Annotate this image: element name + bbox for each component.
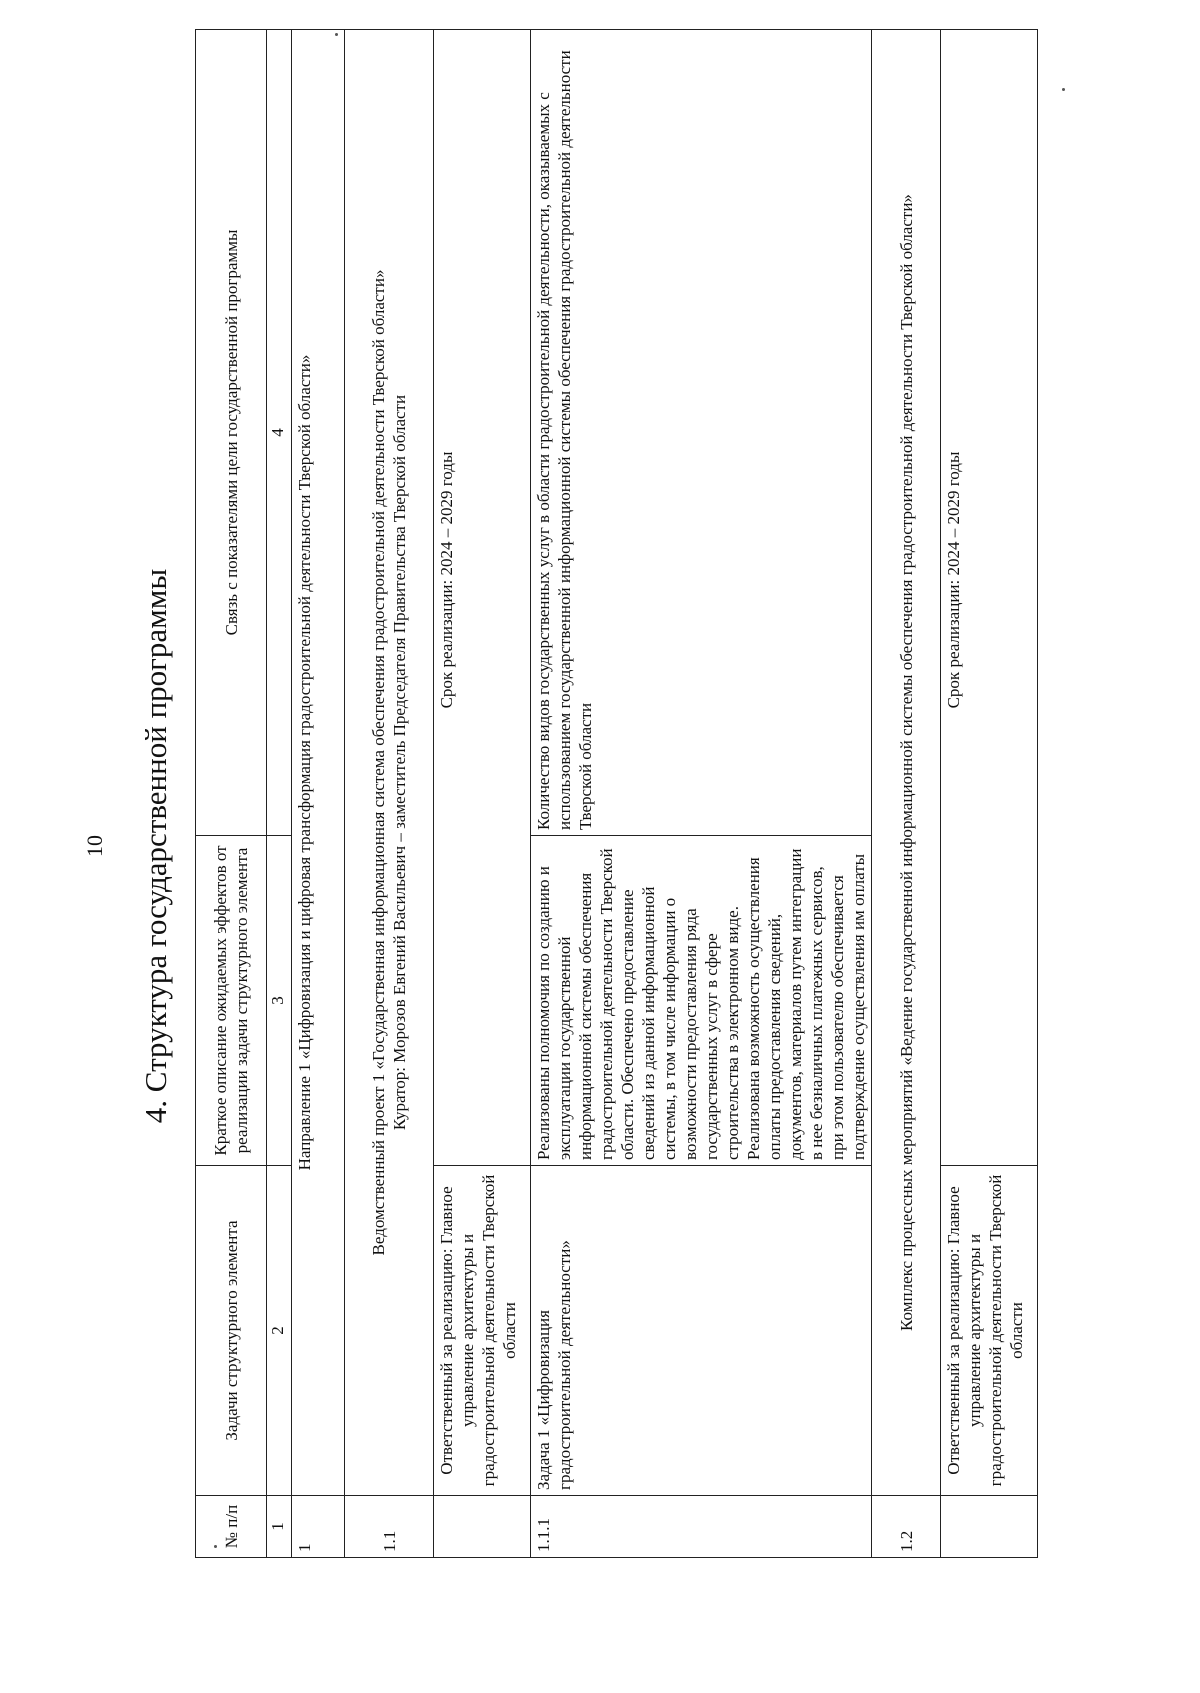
empty-cell (434, 1496, 531, 1558)
complex-row (872, 30, 941, 1558)
project-responsible-row (434, 30, 531, 1558)
project-responsible: Ответственный за реализацию: Главное управление архитектуры и градостроительной деятельности Тверской области (434, 1166, 531, 1496)
row-number: 1 (292, 1496, 345, 1558)
column-number: 4 (267, 30, 292, 836)
task-indicator: Количество видов государственных услуг в области градостроительной деятельности, оказываемых с использованием государственной информационной системы обеспечения градостроительной деятельности Тверской области (531, 30, 872, 836)
complex-term: Срок реализации: 2024 – 2029 годы (941, 30, 1038, 1166)
column-number: 2 (267, 1166, 292, 1496)
project-cell (345, 30, 434, 1496)
header-indicators: Связь с показателями цели государственной программы (196, 30, 267, 836)
page-title: 4. Структура государственной программы (138, 568, 173, 1124)
header-number: № п/п (196, 1496, 267, 1558)
rotated-content (20, 46, 1180, 1646)
column-number-row (267, 30, 292, 1558)
page-number: 10 (82, 835, 107, 857)
task-name: Задача 1 «Цифровизация градостроительной деятельности» (531, 1166, 872, 1496)
task-effects: Реализованы полномочия по созданию и эксплуатации государственной информационной системы обеспечения градостроительной деятельности Тверской области. Обеспечено предоставление сведений из данной информационной системы, в том числе информации о возможности предоставления ряда государственных услуг в сфере строительства в электронном виде. Реализована возможность осуществления оплаты предоставления сведений, документов, материалов путем интеграции в нее безналичных платежных сервисов, при этом пользователю обеспечивается подтверждение осуществления им оплаты (531, 836, 872, 1166)
column-number: 3 (267, 836, 292, 1166)
project-row (345, 30, 434, 1558)
row-number: 1.2 (872, 1496, 941, 1558)
header-row (196, 30, 267, 1558)
structure-table (195, 29, 1038, 1558)
complex-text: Комплекс процессных мероприятий «Ведение государственной информационной системы обеспечения градостроительной деятельности Тверской области» (872, 30, 941, 1496)
row-number: 1.1.1 (531, 1496, 872, 1558)
project-term: Срок реализации: 2024 – 2029 годы (434, 30, 531, 1166)
project-curator: Куратор: Морозов Евгений Васильевич – заместитель Председателя Правительства Тверской области (390, 394, 409, 1131)
empty-cell (941, 1496, 1038, 1558)
row-number: 1.1 (345, 1496, 434, 1558)
project-title: Ведомственный проект 1 «Государственная информационная система обеспечения градостроительной деятельности Тверской области» (369, 269, 388, 1256)
direction-text: Направление 1 «Цифровизация и цифровая трансформация градостроительной деятельности Тверской области» (292, 30, 345, 1496)
header-effects: Краткое описание ожидаемых эффектов от реализации задачи структурного элемента (196, 836, 267, 1166)
direction-row (292, 30, 345, 1558)
header-tasks: Задачи структурного элемента (196, 1166, 267, 1496)
complex-responsible: Ответственный за реализацию: Главное управление архитектуры и градостроительной деятельности Тверской области (941, 1166, 1038, 1496)
task-row (531, 30, 872, 1558)
complex-responsible-row (941, 30, 1038, 1558)
column-number: 1 (267, 1496, 292, 1558)
